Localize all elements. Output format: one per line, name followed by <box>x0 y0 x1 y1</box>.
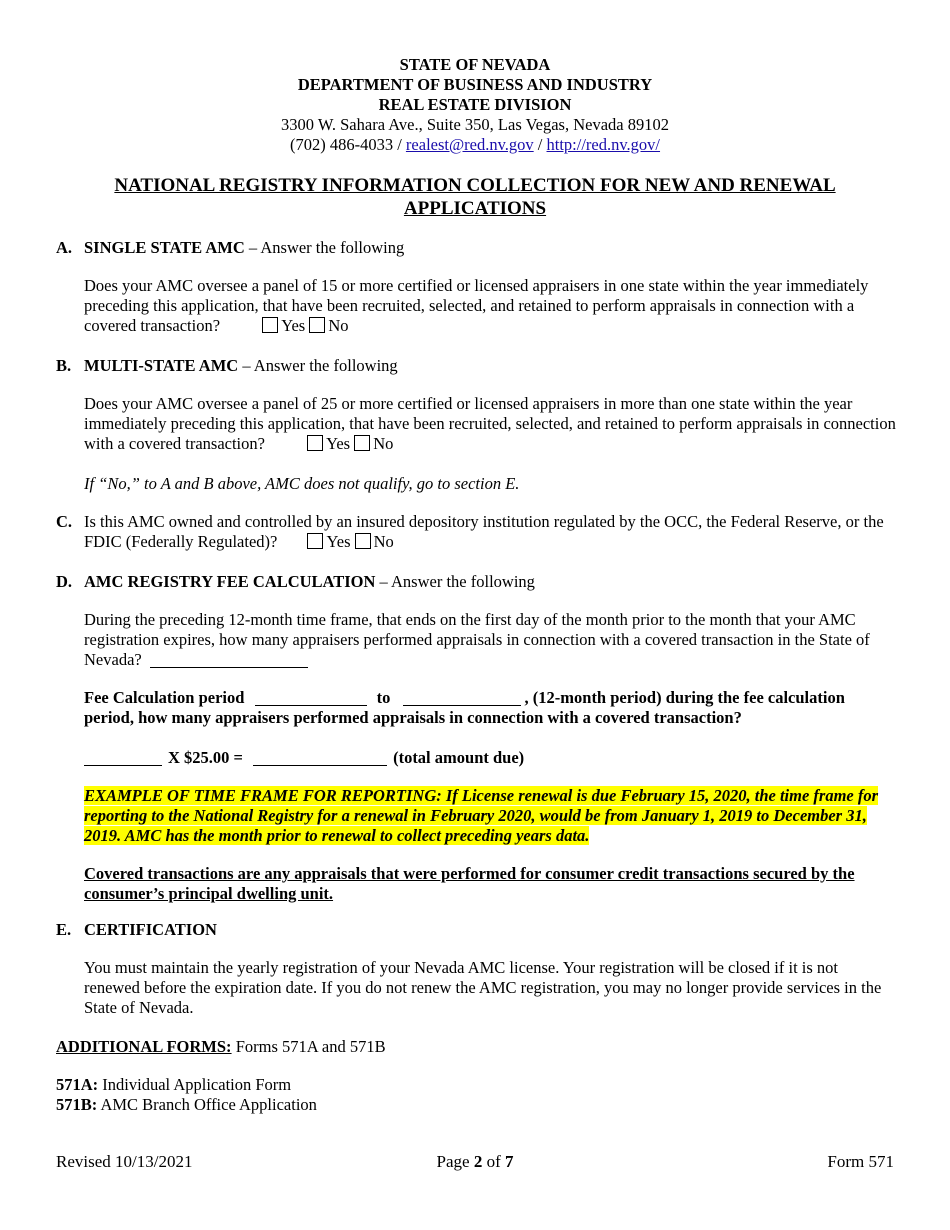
no-checkbox[interactable] <box>309 317 325 333</box>
section-letter: C. <box>56 512 73 531</box>
phone: (702) 486-4033 <box>289 135 394 154</box>
period-start-field[interactable] <box>255 689 367 706</box>
form-list-item: 571B: AMC Branch Office Application <box>56 1095 317 1114</box>
qualification-note: If “No,” to A and B above, AMC does not qualify, go to section E. <box>84 474 520 493</box>
yes-checkbox[interactable] <box>307 533 323 549</box>
email-link[interactable]: realest@red.nv.gov <box>405 135 534 154</box>
section-letter: B. <box>56 356 72 375</box>
section-letter: D. <box>56 572 73 591</box>
page-number: Page 2 of 7 <box>436 1152 514 1171</box>
section-heading: CERTIFICATION <box>84 920 217 939</box>
no-label: No <box>373 434 394 453</box>
section-heading: AMC REGISTRY FEE CALCULATION <box>84 572 376 591</box>
certification-text: You must maintain the yearly registration of your Nevada AMC license. Your registration will be closed if it is not renewed before the expiration date. If you do not renew the AMC registration, you may no longer provide services in the State of Nevada. <box>84 958 882 1017</box>
section-b-question: Does your AMC oversee a panel of 25 or more certified or licensed appraisers in more than one state within the year immediately preceding this application, that have been recruited, selected, and retained to perform appraisals in connection with a covered transaction? Yes No <box>84 394 896 453</box>
form-number: Form 571 <box>827 1152 894 1171</box>
example-note: EXAMPLE OF TIME FRAME FOR REPORTING: If License renewal is due February 15, 2020, the time frame for reporting to the National Registry for a renewal in February 2020, would be from January 1, 2019 to December 31, 2019. AMC has the month prior to renewal to collect preceding years data. <box>84 786 879 845</box>
separator: / <box>397 135 402 154</box>
section-c-question: Is this AMC owned and controlled by an insured depository institution regulated by the OCC, the Federal Reserve, or the FDIC (Federally Regulated)? Yes No <box>84 512 884 551</box>
no-label: No <box>373 532 394 551</box>
contact-line <box>0 135 950 155</box>
separator: / <box>537 135 543 154</box>
department-name: DEPARTMENT OF BUSINESS AND INDUSTRY <box>297 75 653 94</box>
period-end-field[interactable] <box>403 689 521 706</box>
form-list-item: 571A: Individual Application Form <box>56 1075 292 1094</box>
agency-header <box>0 55 950 155</box>
section-heading: SINGLE STATE AMC <box>84 238 245 257</box>
yes-label: Yes <box>326 532 351 551</box>
yes-label: Yes <box>281 316 306 335</box>
covered-transactions-note: Covered transactions are any appraisals that were performed for consumer credit transactions secured by the consumer’s principal dwelling unit. <box>84 864 855 903</box>
section-d-question: During the preceding 12-month time frame, that ends on the first day of the month prior to the month that your AMC registration expires, how many appraisers performed appraisals in connection with a covered transaction in the State of Nevada? <box>84 610 870 669</box>
fee-calculation-period: Fee Calculation period to , (12-month period) during the fee calculation period, how many appraisers performed appraisals in connection with a covered transaction? <box>84 688 845 727</box>
section-suffix: – Answer the following <box>375 572 535 591</box>
form-page: STATE OF NEVADA DEPARTMENT OF BUSINESS AND INDUSTRY REAL ESTATE DIVISION 3300 W. Sahara Ave., Suite 350, Las Vegas, Nevada 89102 (702) 486-4033 / realest@red.nv.gov / http://red.nv.gov/ NATIONAL REGISTRY INFORMATION COLLECTION FOR NEW AND RENEWAL APPLICATIONS A. SINGLE STATE AMC – Answer the following Does your AMC oversee a panel of 15 or more certified or licensed appraisers in one state within the year immediately preceding this application, that have been recruited, selected, and retained to perform appraisals in connection with a covered transaction? Yes No B. MULTI-STATE AMC – Answer the following Does your AMC oversee a panel of 25 or more certified or licensed appraisers in more than one state within the year immediately preceding this application, that have been recruited, selected, and retained to perform appraisals in connection with a covered transaction? Yes No If “No,” to A and B above, AMC does not qualify, go to section E. C. Is this AMC owned and controlled by an insured depository institution regulated by the OCC, the Federal Reserve, or the FDIC (Federally Regulated)? Yes No D. AMC REGISTRY FEE CALCULATION – Answer the following During the preceding 12-month time frame, that ends on the first day of the month prior to the month that your AMC registration expires, how many appraisers performed appraisals in connection with a covered transaction in the State of Nevada? Fee Calculation period to , (12-month period) during the fee calculation period, how many appraisers performed appraisals in connection with a covered transaction? X $25.00 = (total amount due) EXAMPLE OF TIME FRAME FOR REPORTING: If License renewal is due February 15, 2020, the time frame for reporting to the National Registry for a renewal in February 2020, would be from January 1, 2019 to December 31, 2019. AMC has the month prior to renewal to collect preceding years data. Covered transactions are any appraisals that were performed for consumer credit transactions secured by the consumer’s principal dwelling unit. E. CERTIFICATION You must maintain the yearly registration of your Nevada AMC license. Your registration will be closed if it is not renewed before the expiration date. If you do not renew the AMC registration, you may no longer provide services in the State of Nevada. ADDITIONAL FORMS: Forms 571A and 571B 571A: Individual Application Form 571B: AMC Branch Office Application Revised 10/13/2021 Page 2 of 7 Form 571 <box>0 0 950 1230</box>
additional-forms-label: ADDITIONAL FORMS: <box>56 1037 232 1056</box>
fee-total-line: X $25.00 = (total amount due) <box>84 748 896 768</box>
address: 3300 W. Sahara Ave., Suite 350, Las Vegas, Nevada 89102 <box>281 115 669 134</box>
no-checkbox[interactable] <box>354 435 370 451</box>
yes-checkbox[interactable] <box>307 435 323 451</box>
yes-label: Yes <box>326 434 351 453</box>
state-name: STATE OF NEVADA <box>399 55 551 74</box>
section-heading: MULTI-STATE AMC <box>84 356 239 375</box>
appraiser-count-field[interactable] <box>150 651 308 668</box>
no-label: No <box>328 316 349 335</box>
section-letter: A. <box>56 238 73 257</box>
section-letter: E. <box>56 920 72 939</box>
section-suffix: – Answer the following <box>244 238 405 257</box>
page-title: NATIONAL REGISTRY INFORMATION COLLECTION FOR NEW AND RENEWAL APPLICATIONS <box>114 175 836 219</box>
website-link[interactable]: http://red.nv.gov/ <box>546 135 661 154</box>
total-amount-field[interactable] <box>253 749 387 766</box>
section-a-question: Does your AMC oversee a panel of 15 or more certified or licensed appraisers in one state within the year immediately preceding this application, that have been recruited, selected, and retained to perform appraisals in connection with a covered transaction? Yes No <box>84 276 869 335</box>
division-name: REAL ESTATE DIVISION <box>378 95 572 114</box>
revision-date: Revised 10/13/2021 <box>56 1152 193 1171</box>
no-checkbox[interactable] <box>355 533 371 549</box>
appraiser-number-field[interactable] <box>84 749 162 766</box>
section-suffix: – Answer the following <box>238 356 398 375</box>
yes-checkbox[interactable] <box>262 317 278 333</box>
